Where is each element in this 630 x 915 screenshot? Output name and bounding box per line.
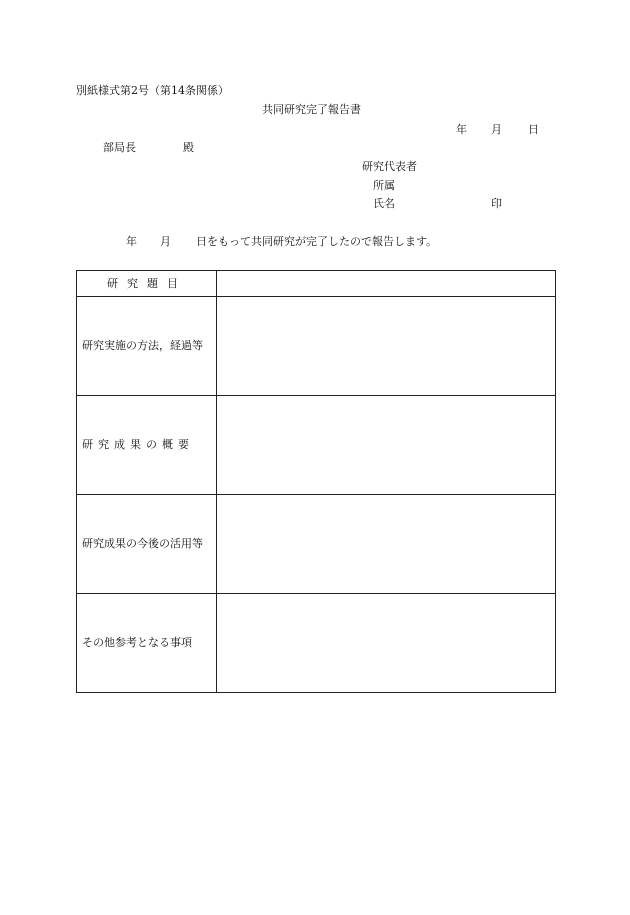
other-notes-value[interactable]	[217, 594, 556, 693]
affiliation-label: 所属	[373, 179, 395, 192]
name-label: 氏名	[373, 197, 395, 210]
other-notes-label-cell	[77, 594, 217, 693]
research-method-value[interactable]	[217, 297, 556, 396]
table-row-research-title	[77, 271, 556, 297]
statement-year-label: 年	[126, 235, 137, 248]
date-day-label: 日	[528, 123, 539, 136]
future-use-label: 研究成果の今後の活用等	[82, 537, 203, 551]
table-row-research-method	[77, 297, 556, 396]
research-method-label-cell	[77, 297, 217, 396]
research-summary-value[interactable]	[217, 396, 556, 495]
addressee-department-head: 部局長	[103, 141, 136, 154]
statement-text: 日をもって共同研究が完了したので報告します。	[196, 235, 438, 248]
future-use-value[interactable]	[217, 495, 556, 594]
date-year-label: 年	[456, 123, 467, 136]
research-summary-label: 研究成果の概要	[82, 438, 194, 452]
research-method-label: 研究実施の方法，経過等	[82, 339, 203, 353]
table-row-research-summary	[77, 396, 556, 495]
research-title-value[interactable]	[217, 271, 556, 297]
research-title-label-cell	[77, 271, 217, 297]
research-summary-label-cell	[77, 396, 217, 495]
report-table	[76, 270, 556, 693]
other-notes-label: その他参考となる事項	[82, 636, 192, 650]
date-month-label: 月	[491, 123, 502, 136]
research-title-label: 研究題目	[107, 276, 187, 290]
table-row-future-use	[77, 495, 556, 594]
seal-label: 印	[491, 197, 502, 210]
table-row-other-notes	[77, 594, 556, 693]
statement-month-label: 月	[160, 235, 171, 248]
page-title: 共同研究完了報告書	[262, 103, 361, 116]
representative-label: 研究代表者	[362, 160, 417, 173]
form-number: 別紙様式第2号（第14条関係）	[76, 84, 229, 97]
future-use-label-cell	[77, 495, 217, 594]
addressee-honorific: 殿	[183, 141, 194, 154]
